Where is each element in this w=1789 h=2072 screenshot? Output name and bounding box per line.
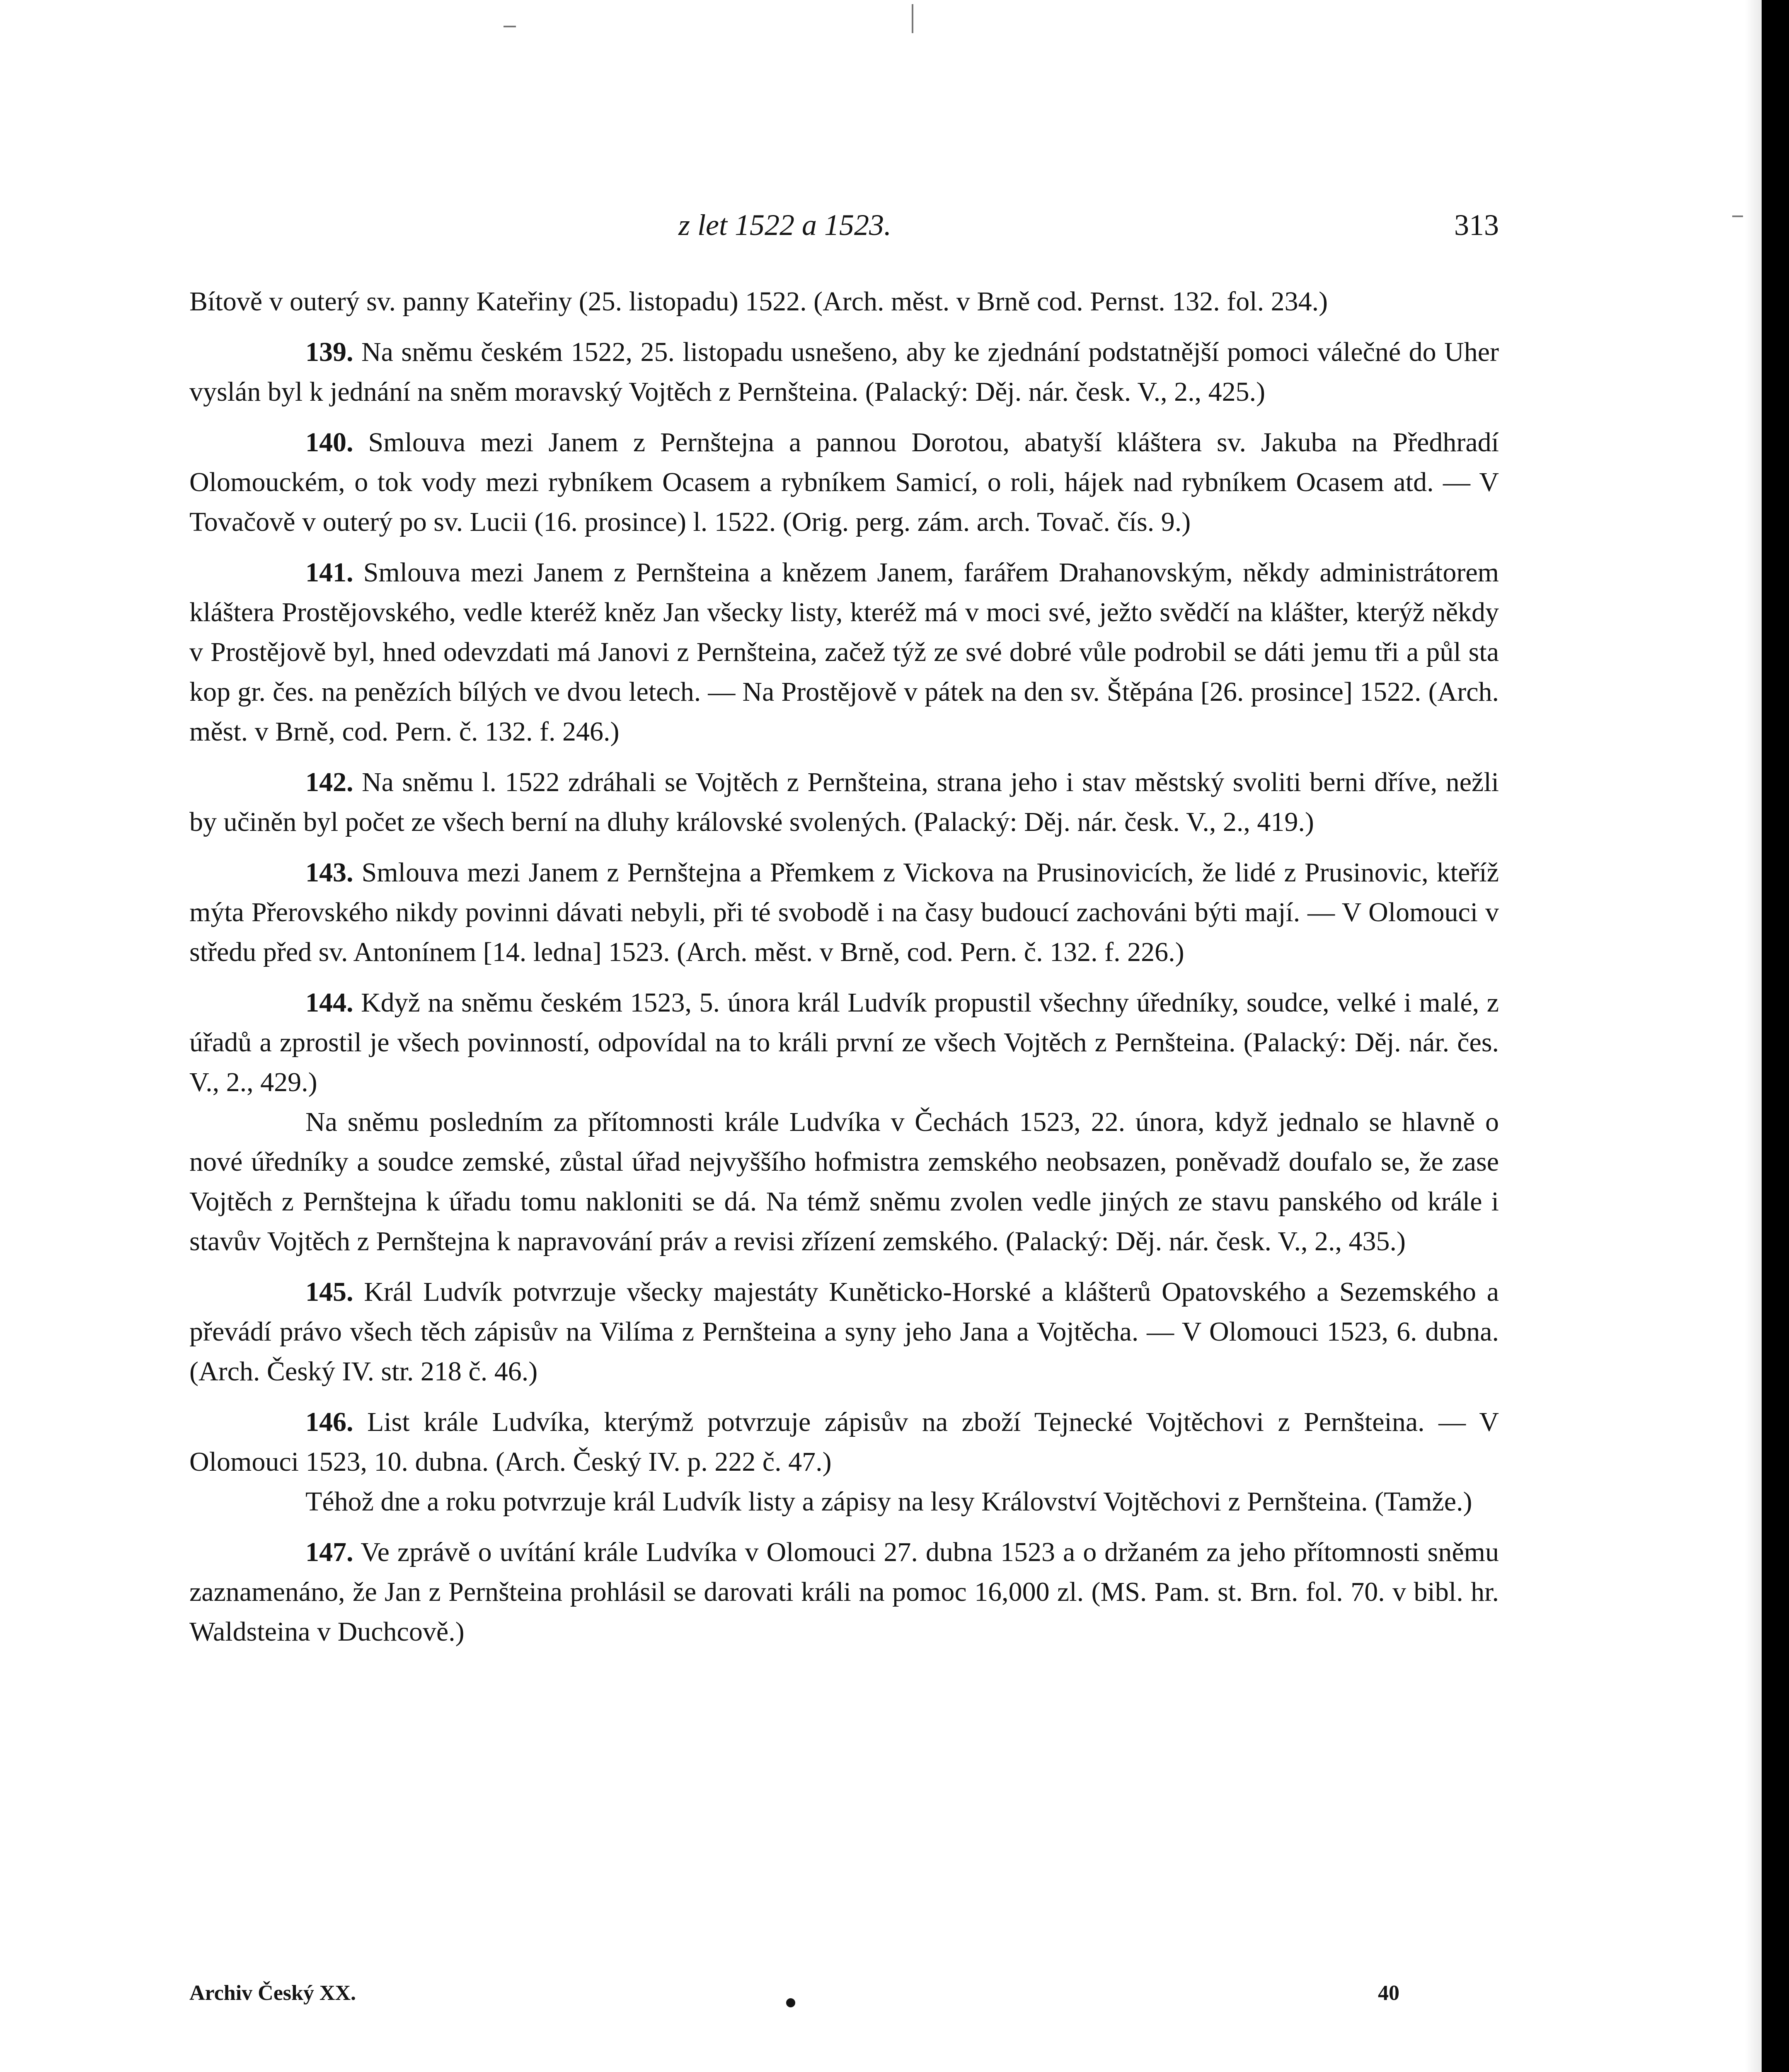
entry-144 xyxy=(189,983,1499,1102)
entry-146 xyxy=(189,1402,1499,1482)
entry-text: List krále Ludvíka, kterýmž potvrzuje zápisův na zboží Tejnecké Vojtěchovi z Pernšteina. — V Olomouci 1523, 10. dubna. (Arch. Český IV. p. 222 č. 47.) xyxy=(189,1407,1499,1477)
entry-number: 146. xyxy=(305,1407,353,1437)
entry-text: Smlouva mezi Janem z Pernštejna a Přemkem z Vickova na Prusinovicích, že lidé z Prusinovic, kteříž mýta Přerovského nikdy povinni dávati nebyli, při té svobodě i na časy budoucí zachováni býti mají. — V Olomouci v středu před sv. Antonínem [14. ledna] 1523. (Arch. měst. v Brně, cod. Pern. č. 132. f. 226.) xyxy=(189,857,1499,967)
entry-text: Když na sněmu českém 1523, 5. února král Ludvík propustil všechny úředníky, soudce, velké i malé, z úřadů a zprostil je všech povinností, odpovídal na to králi první ze všech Vojtěch z Pernšteina. (Palacký: Děj. nár. čes. V., 2., 429.) xyxy=(189,988,1499,1097)
entry-number: 142. xyxy=(305,767,353,797)
entry-140 xyxy=(189,423,1499,542)
entry-144-continuation xyxy=(189,1102,1499,1261)
entry-number: 140. xyxy=(305,427,353,457)
running-title: z let 1522 a 1523. xyxy=(678,208,891,242)
entry-143 xyxy=(189,853,1499,972)
entry-number: 145. xyxy=(305,1277,353,1307)
paragraph-text: Téhož dne a roku potvrzuje král Ludvík listy a zápisy na lesy Království Vojtěchovi z Pernšteina. (Tamže.) xyxy=(305,1486,1472,1517)
entry-number: 144. xyxy=(305,988,353,1018)
scan-speck xyxy=(504,26,516,27)
scan-edge-shadow xyxy=(1745,0,1762,2072)
paragraph-continued xyxy=(189,282,1499,322)
entry-number: 141. xyxy=(305,557,353,588)
entry-number: 139. xyxy=(305,337,353,367)
sheet-number: 40 xyxy=(1378,1981,1399,2005)
document-body xyxy=(189,282,1499,1663)
entry-number: 143. xyxy=(305,857,353,888)
entry-141 xyxy=(189,553,1499,752)
entry-text: Smlouva mezi Janem z Pernšteina a knězem Janem, farářem Drahanovským, někdy administrátorem kláštera Prostějovského, vedle kteréž kněz Jan všecky listy, kteréž má v moci své, ježto svědčí na klášter, kterýž někdy v Prostějově byl, hned odevzdati má Janovi z Pernšteina, začež týž ze své dobré vůle podrobil se dáti jemu tři a půl sta kop gr. čes. na penězích bílých ve dvou letech. — Na Prostějově v pátek na den sv. Štěpána [26. prosince] 1522. (Arch. měst. v Brně, cod. Pern. č. 132. f. 246.) xyxy=(189,557,1499,747)
scan-speck xyxy=(912,4,913,33)
entry-142 xyxy=(189,762,1499,842)
scan-speck xyxy=(1732,215,1743,217)
entry-text: Na sněmu českém 1522, 25. listopadu usnešeno, aby ke zjednání podstatnější pomoci válečné do Uher vyslán byl k jednání na sněm moravský Vojtěch z Pernšteina. (Palacký: Děj. nár. česk. V., 2., 425.) xyxy=(189,337,1499,407)
scan-border xyxy=(1762,0,1789,2072)
page-number: 313 xyxy=(1454,208,1499,242)
entry-147 xyxy=(189,1532,1499,1652)
entry-145 xyxy=(189,1272,1499,1392)
bullet-mark xyxy=(786,1998,795,2007)
entry-text: Smlouva mezi Janem z Pernštejna a pannou Dorotou, abatyší kláštera sv. Jakuba na Předhradí Olomouckém, o tok vody mezi rybníkem Ocasem a rybníkem Samicí, o roli, hájek nad rybníkem Ocasem atd. — V Tovačově v outerý po sv. Lucii (16. prosince) l. 1522. (Orig. perg. zám. arch. Tovač. čís. 9.) xyxy=(189,427,1499,537)
entry-146-continuation xyxy=(189,1482,1499,1522)
signature-mark: Archiv Český XX. xyxy=(189,1981,356,2005)
entry-number: 147. xyxy=(305,1537,353,1567)
entry-139 xyxy=(189,332,1499,412)
page-header xyxy=(189,206,1499,244)
paragraph-text: Bítově v outerý sv. panny Kateřiny (25. listopadu) 1522. (Arch. měst. v Brně cod. Pernst. 132. fol. 234.) xyxy=(189,286,1328,317)
entry-text: Ve zprávě o uvítání krále Ludvíka v Olomouci 27. dubna 1523 a o držaném za jeho přítomnosti sněmu zaznamenáno, že Jan z Pernšteina prohlásil se darovati králi na pomoc 16,000 zl. (MS. Pam. st. Brn. fol. 70. v bibl. hr. Waldsteina v Duchcově.) xyxy=(189,1537,1499,1647)
entry-text: Král Ludvík potvrzuje všecky majestáty Kuněticko-Horské a klášterů Opatovského a Sezemského a převádí právo všech těch zápisův na Vilíma z Pernšteina a syny jeho Jana a Vojtěcha. — V Olomouci 1523, 6. dubna. (Arch. Český IV. str. 218 č. 46.) xyxy=(189,1277,1499,1387)
paragraph-text: Na sněmu posledním za přítomnosti krále Ludvíka v Čechách 1523, 22. února, když jednalo se hlavně o nové úředníky a soudce zemské, zůstal úřad nejvyššího hofmistra zemského neobsazen, poněvadž doufalo se, že zase Vojtěch z Pernštejna k úřadu tomu nakloniti se dá. Na témž sněmu zvolen vedle jiných ze stavu panského od krále i stavův Vojtěch z Pernštejna k napravování práv a revisi zřízení zemského. (Palacký: Děj. nár. česk. V., 2., 435.) xyxy=(189,1107,1499,1256)
entry-text: Na sněmu l. 1522 zdráhali se Vojtěch z Pernšteina, strana jeho i stav městský svoliti berni dříve, nežli by učiněn byl počet ze všech berní na dluhy královské svolených. (Palacký: Děj. nár. česk. V., 2., 419.) xyxy=(189,767,1499,837)
page-footer xyxy=(189,1977,1399,2010)
